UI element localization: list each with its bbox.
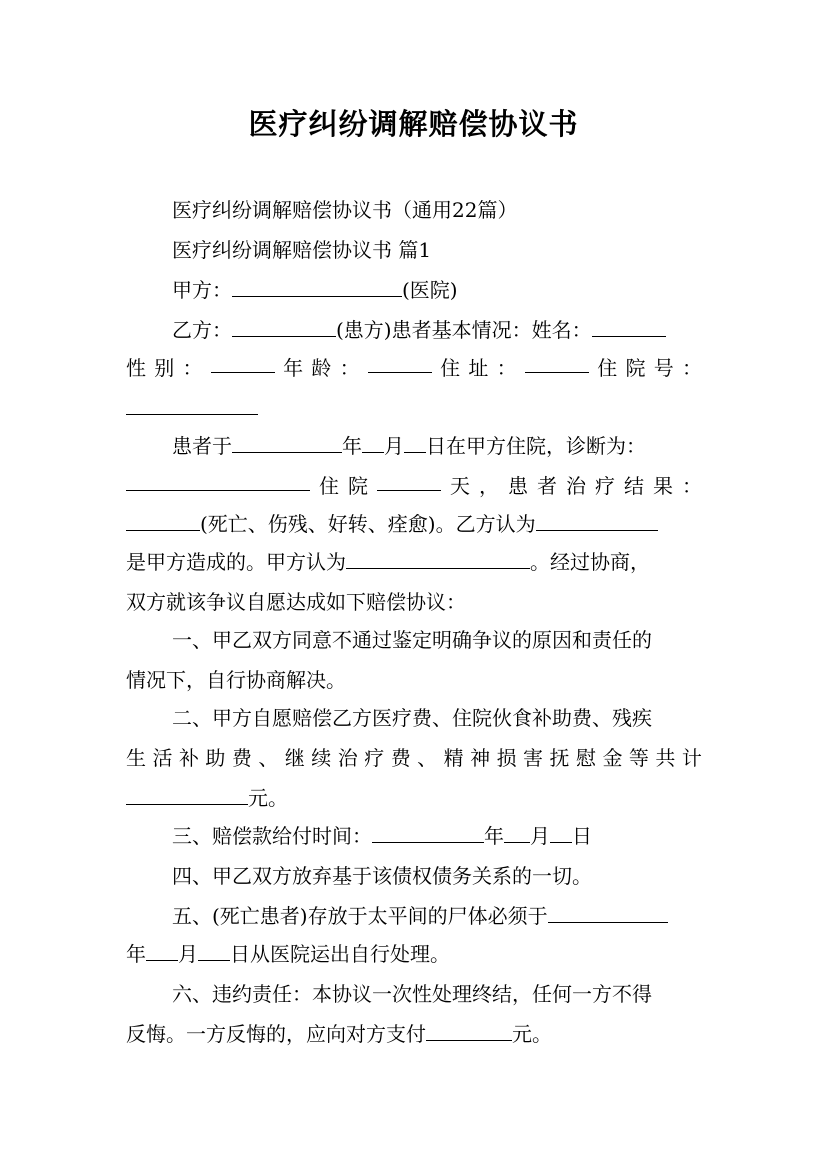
party-a-blank (232, 272, 402, 297)
char: 治 (566, 474, 586, 498)
payment-year-blank (372, 818, 484, 843)
char: 号 (653, 356, 674, 380)
clause-2-line-3 (126, 778, 702, 818)
char: 共 (655, 746, 676, 770)
text: 患者于 (172, 434, 232, 458)
party-b-blank (232, 312, 336, 337)
char: ： (496, 356, 517, 380)
age-blank (368, 348, 432, 373)
char: 神 (470, 746, 491, 770)
char: 治 (337, 746, 358, 770)
text: 年 (342, 434, 362, 458)
patient-name-blank (592, 312, 666, 337)
clause-1-line-1: 一、甲乙双方同意不通过鉴定明确争议的原因和责任的 (172, 628, 652, 652)
char: ： (681, 356, 702, 380)
char: 址 (468, 356, 489, 380)
char: 性 (126, 356, 146, 380)
text: 月 (530, 824, 550, 848)
document-subtitle: 医疗纠纷调解赔偿协议书（通用22篇） (172, 198, 518, 222)
clause-1-line-2: 情况下，自行协商解决。 (126, 668, 346, 692)
clause-4-line: 四、甲乙双方放弃基于该债权债务关系的一切。 (172, 864, 592, 888)
char: 续 (311, 746, 332, 770)
clause-6-line-1: 六、违约责任：本协议一次性处理终结，任何一方不得 (172, 982, 652, 1006)
text: 是甲方造成的。甲方认为 (126, 550, 346, 574)
clause-5-line-1 (172, 896, 702, 936)
opinion-line (126, 542, 702, 582)
text: 元。 (512, 1022, 552, 1046)
party-a-opinion-blank (346, 544, 530, 569)
hospital-days-blank (377, 466, 441, 491)
removal-year-blank (548, 898, 668, 923)
party-a-label: 甲方： (172, 278, 232, 302)
clause-2-line-2 (126, 738, 702, 778)
text: 月 (384, 434, 404, 458)
char: 费 (390, 746, 411, 770)
char: 损 (496, 746, 517, 770)
payment-month-blank (504, 818, 530, 843)
char: 天 (450, 474, 470, 498)
char: 、 (417, 746, 438, 770)
char: 精 (443, 746, 464, 770)
char: 院 (625, 356, 646, 380)
clause-2-line-1: 二、甲方自愿赔偿乙方医疗费、住院伙食补助费、残疾 (172, 706, 652, 730)
text: 元。 (248, 786, 288, 810)
outcome-line (126, 504, 702, 544)
text: 五、(死亡患者)存放于太平间的尸体必须于 (172, 904, 548, 928)
chapter-heading: 医疗纠纷调解赔偿协议书 篇1 (172, 238, 432, 262)
char: 果 (653, 474, 673, 498)
char: 患 (508, 474, 528, 498)
char: ， (479, 474, 499, 498)
patient-admission-line (172, 426, 702, 466)
agreement-intro-line: 双方就该争议自愿达成如下赔偿协议： (126, 590, 466, 614)
text: 月 (178, 942, 198, 966)
diagnosis-blank (126, 466, 310, 491)
text: 。经过协商， (530, 550, 650, 574)
clause-6-line-2 (126, 1014, 702, 1054)
char: ： (682, 474, 702, 498)
char: 别 (154, 356, 175, 380)
party-b-opinion-blank (536, 506, 658, 531)
char: 疗 (595, 474, 615, 498)
char: 费 (231, 746, 252, 770)
gender-blank (211, 348, 275, 373)
party-b-line (172, 310, 702, 350)
clause-5-line-2 (126, 934, 702, 974)
text: 三、赔偿款给付时间： (172, 824, 372, 848)
char: 结 (624, 474, 644, 498)
admission-year-blank (232, 428, 342, 453)
document-title: 医疗纠纷调解赔偿协议书 (248, 107, 579, 141)
text: 日 (572, 824, 592, 848)
admission-month-blank (362, 428, 384, 453)
char: 慰 (575, 746, 596, 770)
party-a-suffix: (医院) (402, 278, 458, 302)
char: 疗 (364, 746, 385, 770)
char: ： (182, 356, 203, 380)
patient-details-line (126, 348, 702, 388)
char: 、 (258, 746, 279, 770)
removal-day-blank (198, 936, 230, 961)
penalty-amount-blank (426, 1016, 512, 1041)
party-a-line (172, 270, 702, 310)
text: 反悔。一方反悔的，应向对方支付 (126, 1022, 426, 1046)
admission-number-line (126, 388, 702, 428)
char: 抚 (549, 746, 570, 770)
char: 补 (178, 746, 199, 770)
admission-number-blank (126, 390, 258, 415)
char: 生 (126, 746, 146, 770)
char: 住 (440, 356, 461, 380)
payment-day-blank (550, 818, 572, 843)
char: 金 (602, 746, 623, 770)
compensation-amount-blank (126, 780, 248, 805)
char: 活 (152, 746, 173, 770)
char: 害 (523, 746, 544, 770)
admission-day-blank (404, 428, 426, 453)
outcome-blank (126, 506, 200, 531)
char: 计 (681, 746, 702, 770)
text: 日从医院运出自行处理。 (230, 942, 450, 966)
char: 等 (628, 746, 649, 770)
char: 住 (597, 356, 618, 380)
patient-info-label: (患方)患者基本情况：姓名： (336, 318, 592, 342)
char: ： (339, 356, 360, 380)
char: 助 (205, 746, 226, 770)
char: 龄 (311, 356, 332, 380)
party-b-label: 乙方： (172, 318, 232, 342)
text: 年 (484, 824, 504, 848)
treatment-result-line (126, 466, 702, 506)
removal-month-blank (146, 936, 178, 961)
char: 继 (284, 746, 305, 770)
address-blank (525, 348, 589, 373)
char: 年 (283, 356, 304, 380)
char: 者 (537, 474, 557, 498)
char: 住 (319, 474, 339, 498)
text: 年 (126, 942, 146, 966)
clause-3-line (172, 816, 702, 856)
text: (死亡、伤残、好转、痊愈)。乙方认为 (200, 512, 536, 536)
char: 院 (348, 474, 368, 498)
text: 日在甲方住院，诊断为： (426, 434, 646, 458)
